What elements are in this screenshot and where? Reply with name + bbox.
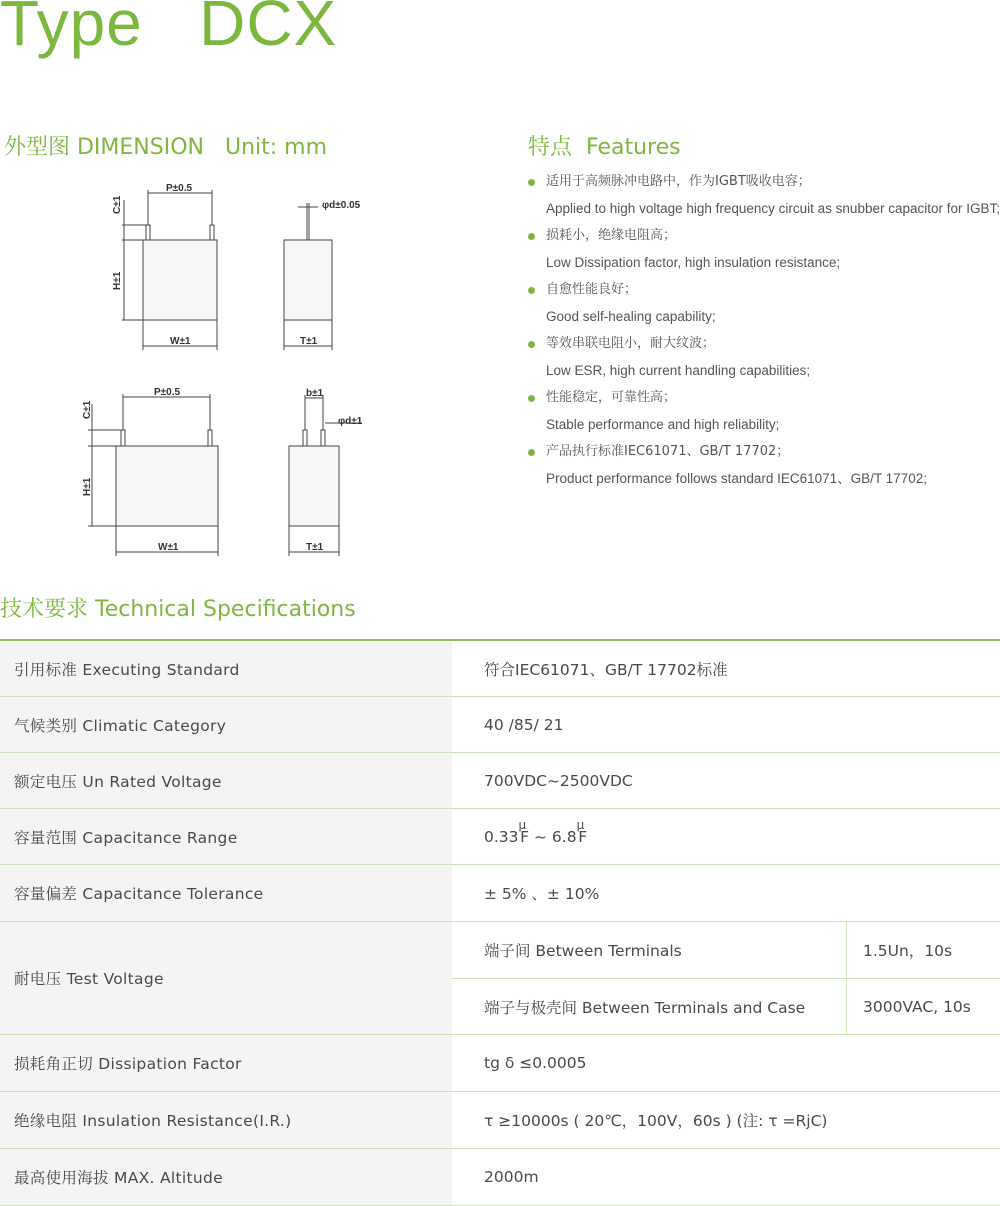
features-list xyxy=(528,172,1000,496)
table-row xyxy=(0,641,1000,697)
spec-label: 气候类别 Climatic Category xyxy=(0,697,452,752)
drawing-front-view-1 xyxy=(108,180,228,355)
spec-label: 最高使用海拔 MAX. Altitude xyxy=(0,1149,452,1205)
spec-value xyxy=(452,809,1000,864)
spec-label: 容量范围 Capacitance Range xyxy=(0,809,452,864)
table-row xyxy=(0,753,1000,809)
test-value: 3000VAC, 10s xyxy=(846,979,1000,1034)
feature-item xyxy=(528,334,1000,380)
h-label: H±1 xyxy=(112,271,123,290)
table-row xyxy=(0,1035,1000,1092)
d1-label: φd±1 xyxy=(338,416,363,427)
table-row xyxy=(0,922,1000,1035)
feature-cn: 等效串联电阻小，耐大纹波； xyxy=(546,336,716,351)
feature-item xyxy=(528,280,1000,326)
b-label: b±1 xyxy=(306,388,324,399)
table-row xyxy=(0,809,1000,865)
feature-en: Applied to high voltage high frequency circuit as snubber capacitor for IGBT; xyxy=(546,201,1000,216)
mu-symbol: μ xyxy=(518,817,527,832)
dimension-heading: 外型图 DIMENSION Unit: mm xyxy=(4,135,328,160)
c-label: C±1 xyxy=(112,195,123,214)
feature-cn: 自愈性能良好； xyxy=(546,282,638,297)
bullet-icon xyxy=(528,449,535,456)
w-label-2: W±1 xyxy=(158,542,179,553)
test-voltage-subrow xyxy=(452,922,1000,979)
features-heading: 特点 Features xyxy=(528,135,681,160)
spec-label: 损耗角正切 Dissipation Factor xyxy=(0,1035,452,1091)
spec-label: 引用标准 Executing Standard xyxy=(0,641,452,696)
cap-range-mid: F ~ 6.8 xyxy=(520,827,577,846)
feature-cn: 产品执行标准IEC61071、GB/T 17702； xyxy=(546,444,790,459)
specs-table xyxy=(0,641,1000,1206)
feature-item xyxy=(528,388,1000,434)
specs-heading: 技术要求 Technical Specifications xyxy=(0,597,356,622)
cap-unit: F xyxy=(578,827,588,846)
h-label-2: H±1 xyxy=(82,477,93,496)
d005-label: φd±0.05 xyxy=(322,200,361,211)
spec-value: tg δ ≤0.0005 xyxy=(484,1054,587,1072)
spec-label: 额定电压 Un Rated Voltage xyxy=(0,753,452,808)
feature-en: Product performance follows standard IEC61071、GB/T 17702; xyxy=(546,471,927,486)
spec-value: ± 5% 、± 10% xyxy=(484,885,600,903)
spec-value: 2000m xyxy=(484,1168,539,1186)
test-item: 端子与极壳间 Between Terminals and Case xyxy=(484,998,806,1017)
bullet-icon xyxy=(528,395,535,402)
w-label: W±1 xyxy=(170,336,191,347)
table-row xyxy=(0,697,1000,753)
bullet-icon xyxy=(528,287,535,294)
feature-item xyxy=(528,226,1000,272)
feature-en: Good self-healing capability; xyxy=(546,309,716,324)
feature-cn: 损耗小，绝缘电阻高； xyxy=(546,228,677,243)
test-voltage-subrow xyxy=(452,979,1000,1034)
spec-label: 容量偏差 Capacitance Tolerance xyxy=(0,865,452,921)
product-title: Type DCX xyxy=(0,0,338,59)
feature-cn: 性能稳定，可靠性高； xyxy=(546,390,677,405)
feature-en: Stable performance and high reliability; xyxy=(546,417,780,432)
test-value: 1.5Un，10s xyxy=(846,922,1000,978)
spec-value: 40 /85/ 21 xyxy=(484,715,564,734)
drawing-side-view-2 xyxy=(282,385,382,560)
feature-en: Low ESR, high current handling capabilities; xyxy=(546,363,811,378)
drawing-side-view-1 xyxy=(278,193,378,355)
table-row xyxy=(0,1149,1000,1206)
table-row xyxy=(0,1092,1000,1149)
spec-value: 700VDC~2500VDC xyxy=(484,771,633,790)
mu-symbol: μ xyxy=(576,817,585,832)
test-item: 端子间 Between Terminals xyxy=(484,942,682,960)
t-label-2: T±1 xyxy=(306,542,324,553)
feature-item xyxy=(528,172,1000,218)
spec-label: 耐电压 Test Voltage xyxy=(0,922,452,1034)
c-label-2: C±1 xyxy=(82,400,93,419)
feature-item xyxy=(528,442,1000,488)
spec-label: 绝缘电阻 Insulation Resistance(I.R.) xyxy=(0,1092,452,1148)
spec-value: 符合IEC61071、GB/T 17702标准 xyxy=(484,660,728,679)
t-label: T±1 xyxy=(300,336,318,347)
bullet-icon xyxy=(528,341,535,348)
p-label-2: P±0.5 xyxy=(154,387,181,398)
bullet-icon xyxy=(528,179,535,186)
cap-min: 0.33 xyxy=(484,827,519,846)
bullet-icon xyxy=(528,233,535,240)
feature-cn: 适用于高频脉冲电路中，作为IGBT吸收电容； xyxy=(546,174,811,189)
drawing-front-view-2 xyxy=(78,384,228,559)
feature-en: Low Dissipation factor, high insulation resistance; xyxy=(546,255,841,270)
table-row xyxy=(0,865,1000,922)
p-label: P±0.5 xyxy=(166,183,193,194)
spec-value: τ ≥10000s ( 20℃，100V，60s ) (注: τ =RjC) xyxy=(484,1112,828,1130)
